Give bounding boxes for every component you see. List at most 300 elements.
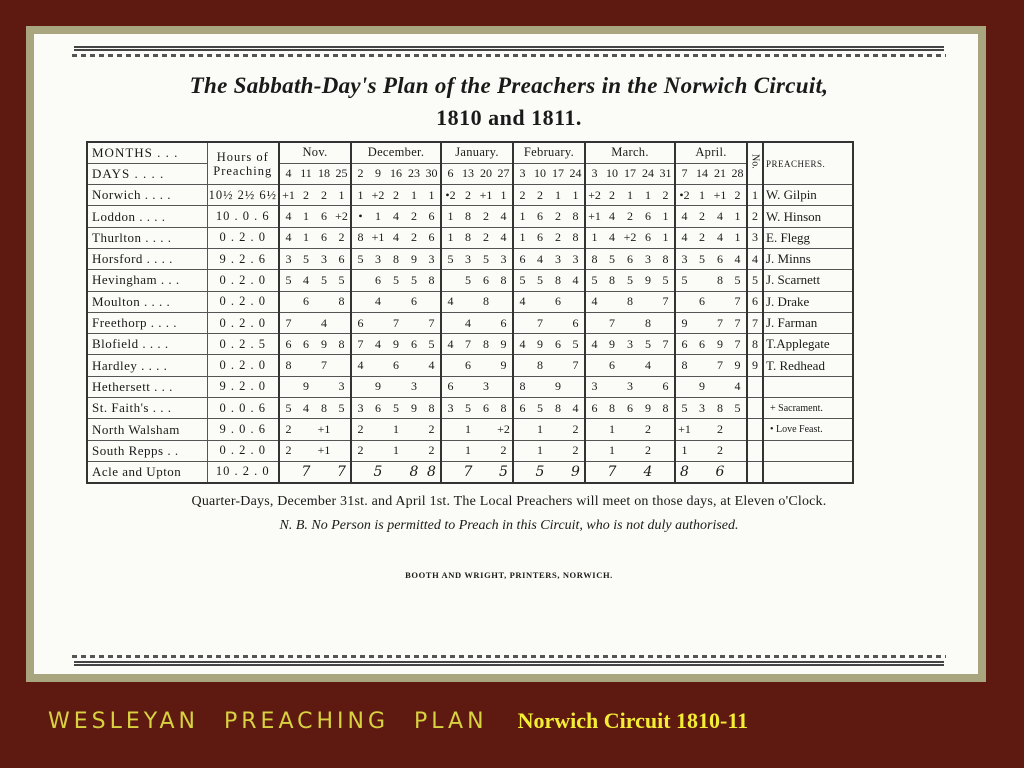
plan-cell: 6: [711, 461, 729, 482]
preacher-number: 3: [747, 227, 763, 248]
plan-cell: [513, 355, 531, 376]
plan-cell: 5: [603, 248, 621, 269]
days-header-row: [87, 163, 853, 184]
plan-cell: [351, 461, 369, 482]
plan-cell: 4: [387, 227, 405, 248]
caption-subtitle: Norwich Circuit 1810-11: [517, 708, 749, 733]
day-header: 17: [621, 163, 639, 184]
plan-cell: 9: [711, 334, 729, 355]
plan-cell: 6: [333, 248, 351, 269]
table-row: [87, 270, 853, 291]
plan-cell: 5: [333, 270, 351, 291]
preachers-header: PREACHERS.: [763, 142, 853, 185]
month-header: January.: [441, 142, 513, 163]
plan-cell: 8: [585, 248, 603, 269]
plan-cell: 6: [369, 398, 387, 419]
hours-of-preaching-label: Hours of Preaching: [207, 142, 279, 185]
place-name: Norwich . . . .: [87, 185, 207, 206]
preacher-name: J. Drake: [763, 291, 853, 312]
plan-cell: 2: [639, 419, 657, 440]
plan-cell: 1: [297, 206, 315, 227]
table-row: [87, 227, 853, 248]
legend-sacrament: + Sacrament.: [763, 398, 853, 419]
plan-cell: 5: [675, 398, 693, 419]
plan-cell: 9: [531, 334, 549, 355]
plan-cell: [603, 291, 621, 312]
table-row: [87, 312, 853, 333]
plan-cell: 6: [513, 248, 531, 269]
plan-cell: 8: [423, 270, 441, 291]
plan-cell: 3: [621, 334, 639, 355]
plan-cell: 3: [333, 376, 351, 397]
plan-cell: 2: [711, 419, 729, 440]
plan-cell: 6: [531, 206, 549, 227]
plan-cell: 7: [603, 312, 621, 333]
preacher-number: [747, 461, 763, 482]
plan-cell: 1: [495, 185, 513, 206]
preacher-name: [763, 376, 853, 397]
preaching-hours: 0 . 2 . 0: [207, 440, 279, 461]
preacher-name: E. Flegg: [763, 227, 853, 248]
plan-cell: 5: [729, 270, 747, 291]
plan-cell: 2: [351, 419, 369, 440]
plan-cell: 3: [315, 248, 333, 269]
plan-cell: 8: [315, 398, 333, 419]
plan-cell: [387, 461, 405, 482]
plan-cell: 5: [459, 398, 477, 419]
plan-cell: 2: [567, 440, 585, 461]
plan-cell: 4: [675, 227, 693, 248]
plan-cell: +1: [711, 185, 729, 206]
plan-cell: 9: [297, 376, 315, 397]
plan-cell: 8: [351, 227, 369, 248]
plan-cell: 4: [711, 206, 729, 227]
plan-cell: 6: [297, 291, 315, 312]
plan-cell: [351, 291, 369, 312]
plan-cell: 3: [675, 248, 693, 269]
plan-cell: 6: [693, 334, 711, 355]
plan-cell: 4: [369, 334, 387, 355]
plan-cell: +2: [333, 206, 351, 227]
plan-cell: [369, 440, 387, 461]
plan-cell: 6: [549, 334, 567, 355]
plan-cell: [423, 376, 441, 397]
plan-cell: 8: [531, 355, 549, 376]
plan-cell: 1: [693, 185, 711, 206]
plan-cell: 3: [279, 248, 297, 269]
preacher-number: 4: [747, 248, 763, 269]
plan-cell: [459, 291, 477, 312]
plan-cell: 4: [279, 227, 297, 248]
preacher-number: 1: [747, 185, 763, 206]
day-header: 3: [585, 163, 603, 184]
plan-cell: 8: [711, 398, 729, 419]
plan-cell: [441, 419, 459, 440]
preacher-name: W. Gilpin: [763, 185, 853, 206]
plan-cell: 5: [693, 248, 711, 269]
plan-cell: [477, 461, 495, 482]
preacher-number: 8: [747, 334, 763, 355]
plan-cell: 3: [639, 248, 657, 269]
place-name: Hethersett . . .: [87, 376, 207, 397]
plan-cell: 1: [387, 440, 405, 461]
table-row: [87, 376, 853, 397]
preaching-hours: 9 . 0 . 6: [207, 419, 279, 440]
plan-cell: 6: [405, 291, 423, 312]
plan-cell: [711, 291, 729, 312]
plan-cell: [621, 461, 639, 482]
plan-cell: 1: [585, 227, 603, 248]
day-header: 20: [477, 163, 495, 184]
plan-cell: 6: [639, 206, 657, 227]
plan-cell: [513, 312, 531, 333]
plan-cell: 1: [441, 206, 459, 227]
plan-cell: 4: [441, 334, 459, 355]
plan-cell: [405, 355, 423, 376]
plan-cell: 1: [603, 419, 621, 440]
plan-cell: [531, 376, 549, 397]
plan-cell: 1: [459, 440, 477, 461]
plan-cell: 8: [477, 291, 495, 312]
plan-cell: 3: [693, 398, 711, 419]
plan-cell: [657, 419, 675, 440]
plan-cell: 3: [351, 398, 369, 419]
plan-cell: 7: [711, 355, 729, 376]
plan-cell: 5: [621, 270, 639, 291]
preaching-hours: 10 . 0 . 6: [207, 206, 279, 227]
plan-cell: 6: [459, 355, 477, 376]
day-header: 27: [495, 163, 513, 184]
table-row: [87, 398, 853, 419]
plan-cell: [657, 355, 675, 376]
plan-cell: 5: [369, 461, 387, 482]
plan-cell: [351, 270, 369, 291]
plan-cell: 7: [459, 461, 477, 482]
preaching-hours: 10½ 2½ 6½: [207, 185, 279, 206]
day-header: 16: [387, 163, 405, 184]
day-header: 30: [423, 163, 441, 184]
plan-cell: 4: [513, 291, 531, 312]
month-header: Nov.: [279, 142, 351, 163]
plan-cell: 9: [693, 376, 711, 397]
plan-cell: [477, 355, 495, 376]
plan-cell: 2: [477, 206, 495, 227]
plan-cell: 1: [567, 185, 585, 206]
plan-cell: 6: [657, 376, 675, 397]
plan-cell: 5: [639, 334, 657, 355]
plan-cell: [585, 461, 603, 482]
plan-cell: 7: [729, 334, 747, 355]
day-header: 18: [315, 163, 333, 184]
day-header: 11: [297, 163, 315, 184]
plan-cell: [549, 461, 567, 482]
plan-cell: 8: [603, 270, 621, 291]
plan-cell: 3: [585, 376, 603, 397]
table-row: [87, 355, 853, 376]
plan-cell: 8: [423, 398, 441, 419]
plan-cell: 9: [567, 461, 585, 482]
plan-cell: 1: [657, 227, 675, 248]
preacher-name: T.Applegate: [763, 334, 853, 355]
day-header: 9: [369, 163, 387, 184]
plan-cell: 5: [585, 270, 603, 291]
plan-cell: 8: [549, 270, 567, 291]
plan-cell: [693, 270, 711, 291]
plan-cell: [333, 355, 351, 376]
plan-cell: 5: [531, 270, 549, 291]
plan-cell: 8: [657, 248, 675, 269]
plan-cell: 2: [423, 440, 441, 461]
plan-cell: 5: [495, 461, 513, 482]
plan-cell: 5: [279, 270, 297, 291]
plan-cell: [495, 376, 513, 397]
plan-cell: 3: [621, 376, 639, 397]
day-header: 10: [531, 163, 549, 184]
plan-cell: 1: [405, 185, 423, 206]
plan-cell: [369, 312, 387, 333]
plan-cell: 2: [333, 227, 351, 248]
place-name: Loddon . . . .: [87, 206, 207, 227]
plan-cell: [675, 376, 693, 397]
plan-cell: 5: [441, 248, 459, 269]
plan-cell: 6: [621, 248, 639, 269]
plan-cell: [333, 440, 351, 461]
plan-cell: 8: [603, 398, 621, 419]
plan-cell: [639, 376, 657, 397]
plan-cell: 2: [657, 185, 675, 206]
plan-cell: 9: [495, 334, 513, 355]
plan-cell: [369, 355, 387, 376]
plan-cell: 4: [585, 334, 603, 355]
month-header: December.: [351, 142, 441, 163]
plan-cell: [441, 270, 459, 291]
months-label: MONTHS . . .: [87, 142, 207, 163]
table-row: [87, 334, 853, 355]
plan-cell: 5: [729, 398, 747, 419]
plan-cell: 1: [513, 206, 531, 227]
plan-cell: +2: [585, 185, 603, 206]
plan-cell: 2: [351, 440, 369, 461]
plan-cell: 4: [639, 355, 657, 376]
preaching-hours: 9 . 2 . 6: [207, 248, 279, 269]
plan-cell: 4: [567, 398, 585, 419]
plan-cell: 2: [531, 185, 549, 206]
preacher-name: W. Hinson: [763, 206, 853, 227]
plan-cell: [459, 376, 477, 397]
plan-cell: 2: [693, 206, 711, 227]
plan-cell: 2: [603, 185, 621, 206]
plan-cell: 4: [441, 291, 459, 312]
place-name: Freethorp . . . .: [87, 312, 207, 333]
plan-cell: 2: [639, 440, 657, 461]
plan-cell: 1: [513, 227, 531, 248]
place-name: Hardley . . . .: [87, 355, 207, 376]
preaching-hours: 0 . 2 . 0: [207, 355, 279, 376]
plan-cell: 5: [423, 334, 441, 355]
table-row: [87, 185, 853, 206]
plan-cell: 6: [711, 248, 729, 269]
plan-cell: 2: [621, 206, 639, 227]
preacher-name: [763, 440, 853, 461]
plan-cell: 1: [459, 419, 477, 440]
plan-cell: 4: [297, 398, 315, 419]
plan-cell: 2: [297, 185, 315, 206]
preaching-hours: 9 . 2 . 0: [207, 376, 279, 397]
plan-cell: 5: [387, 398, 405, 419]
plan-cell: 2: [711, 440, 729, 461]
preacher-number: 6: [747, 291, 763, 312]
plan-cell: 8: [477, 334, 495, 355]
place-name: Thurlton . . . .: [87, 227, 207, 248]
preacher-name: T. Redhead: [763, 355, 853, 376]
plan-cell: 7: [657, 334, 675, 355]
plan-cell: 4: [639, 461, 657, 482]
plan-cell: 2: [405, 227, 423, 248]
printers-imprint: BOOTH AND WRIGHT, PRINTERS, NORWICH.: [405, 569, 613, 580]
plan-cell: 6: [621, 398, 639, 419]
day-header: 17: [549, 163, 567, 184]
plan-cell: [297, 440, 315, 461]
preacher-name: J. Farman: [763, 312, 853, 333]
plan-cell: [387, 376, 405, 397]
plan-cell: 6: [585, 398, 603, 419]
plan-cell: 5: [567, 334, 585, 355]
plan-cell: [297, 419, 315, 440]
plan-cell: +1: [369, 227, 387, 248]
plan-cell: [621, 355, 639, 376]
plan-cell: 1: [531, 440, 549, 461]
day-header: 31: [657, 163, 675, 184]
plan-cell: 3: [441, 398, 459, 419]
plan-cell: 6: [369, 270, 387, 291]
table-row: [87, 291, 853, 312]
plan-cell: [621, 312, 639, 333]
preacher-name: J. Minns: [763, 248, 853, 269]
plan-cell: [585, 312, 603, 333]
plan-cell: +1: [585, 206, 603, 227]
plan-cell: [729, 440, 747, 461]
plan-cell: 8: [423, 461, 441, 482]
preaching-plan-document: [74, 46, 944, 666]
place-name: Acle and Upton: [87, 461, 207, 482]
plan-cell: 2: [423, 419, 441, 440]
plan-cell: 7: [603, 461, 621, 482]
plan-cell: [369, 419, 387, 440]
plan-cell: 4: [531, 248, 549, 269]
days-label: DAYS . . . .: [87, 163, 207, 184]
plan-cell: 5: [459, 270, 477, 291]
plan-cell: 6: [387, 355, 405, 376]
preacher-number: 5: [747, 270, 763, 291]
slide-caption: [48, 708, 978, 734]
plan-cell: [549, 419, 567, 440]
plan-cell: 3: [549, 248, 567, 269]
plan-cell: 5: [297, 248, 315, 269]
day-header: 4: [279, 163, 297, 184]
plan-cell: [729, 419, 747, 440]
plan-cell: +2: [369, 185, 387, 206]
plan-cell: [693, 419, 711, 440]
plan-cell: 6: [675, 334, 693, 355]
plan-cell: 8: [459, 227, 477, 248]
plan-cell: 2: [729, 185, 747, 206]
preaching-hours: 0 . 2 . 0: [207, 270, 279, 291]
plan-cell: 8: [459, 206, 477, 227]
plan-cell: 1: [369, 206, 387, 227]
plan-cell: 9: [387, 334, 405, 355]
plan-cell: 8: [405, 461, 423, 482]
plan-cell: 2: [567, 419, 585, 440]
plan-cell: [657, 312, 675, 333]
plan-cell: 5: [531, 398, 549, 419]
plan-cell: 2: [513, 185, 531, 206]
day-header: 3: [513, 163, 531, 184]
plan-cell: [711, 376, 729, 397]
plan-cell: 9: [639, 398, 657, 419]
plan-cell: 1: [351, 185, 369, 206]
plan-cell: 7: [459, 334, 477, 355]
plan-cell: 9: [639, 270, 657, 291]
day-header: 24: [639, 163, 657, 184]
plan-cell: 5: [513, 270, 531, 291]
plan-cell: 6: [531, 227, 549, 248]
plan-cell: 6: [423, 227, 441, 248]
plan-cell: [657, 461, 675, 482]
plan-cell: [693, 440, 711, 461]
plan-cell: 5: [405, 270, 423, 291]
plan-cell: 2: [387, 185, 405, 206]
day-header: 25: [333, 163, 351, 184]
plan-cell: [567, 376, 585, 397]
plan-cell: [405, 312, 423, 333]
legend-love-feast: • Love Feast.: [763, 419, 853, 440]
plan-cell: [405, 440, 423, 461]
plan-cell: 2: [405, 206, 423, 227]
plan-cell: 9: [405, 248, 423, 269]
plan-cell: 6: [495, 312, 513, 333]
place-name: North Walsham: [87, 419, 207, 440]
preaching-hours: 0 . 2 . 0: [207, 312, 279, 333]
plan-cell: [693, 312, 711, 333]
table-row: [87, 461, 853, 482]
plan-cell: 6: [315, 227, 333, 248]
document-title: The Sabbath-Day's Plan of the Preachers in the Norwich Circuit,: [189, 73, 829, 98]
plan-cell: 7: [315, 355, 333, 376]
plan-cell: 5: [315, 270, 333, 291]
plan-cell: 1: [423, 185, 441, 206]
plan-cell: 7: [531, 312, 549, 333]
day-header: 10: [603, 163, 621, 184]
plan-cell: 7: [657, 291, 675, 312]
plan-cell: 9: [729, 355, 747, 376]
plan-cell: 9: [675, 312, 693, 333]
plan-cell: 8: [657, 398, 675, 419]
plan-cell: [585, 355, 603, 376]
plan-cell: 8: [567, 206, 585, 227]
plan-cell: 8: [549, 398, 567, 419]
plan-cell: 6: [297, 334, 315, 355]
plan-cell: •2: [441, 185, 459, 206]
plan-cell: 4: [351, 355, 369, 376]
plan-cell: 6: [513, 398, 531, 419]
place-name: Hevingham . . .: [87, 270, 207, 291]
plan-cell: [585, 440, 603, 461]
preaching-hours: 0 . 2 . 5: [207, 334, 279, 355]
plan-cell: 1: [639, 185, 657, 206]
plan-cell: [603, 376, 621, 397]
plan-cell: 9: [405, 398, 423, 419]
plan-cell: 2: [477, 227, 495, 248]
